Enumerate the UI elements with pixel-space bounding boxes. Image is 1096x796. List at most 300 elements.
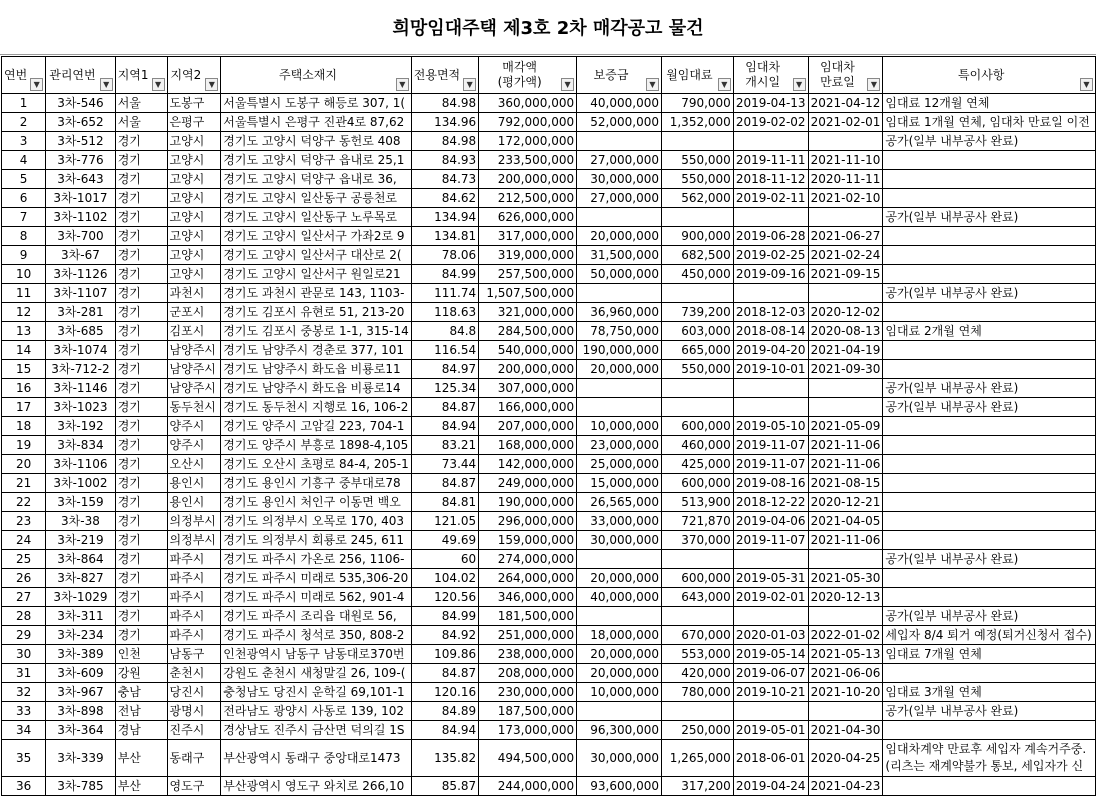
cell-no[interactable]: 12 bbox=[2, 303, 46, 322]
cell-address[interactable]: 경기도 용인시 기흥구 중부대로78 bbox=[221, 474, 412, 493]
cell-address[interactable]: 경기도 의정부시 회룡로 245, 611 bbox=[221, 531, 412, 550]
cell-region2[interactable]: 파주시 bbox=[167, 607, 221, 626]
cell-deposit[interactable]: 20,000,000 bbox=[577, 360, 662, 379]
cell-mgmt-no[interactable]: 3차-389 bbox=[46, 645, 116, 664]
cell-region2[interactable]: 남양주시 bbox=[167, 341, 221, 360]
cell-address[interactable]: 인천광역시 남동구 남동대로370번 bbox=[221, 645, 412, 664]
cell-address[interactable]: 경기도 용인시 처인구 이동면 백오 bbox=[221, 493, 412, 512]
cell-lease-end[interactable] bbox=[808, 132, 883, 151]
cell-area[interactable]: 134.81 bbox=[411, 227, 478, 246]
cell-no[interactable]: 36 bbox=[2, 777, 46, 796]
cell-lease-start[interactable]: 2019-04-20 bbox=[733, 341, 808, 360]
cell-lease-start[interactable]: 2019-11-07 bbox=[733, 455, 808, 474]
cell-remarks[interactable]: 임대료 3개월 연체 bbox=[883, 683, 1096, 702]
cell-area[interactable]: 134.96 bbox=[411, 113, 478, 132]
cell-sale-price[interactable]: 208,000,000 bbox=[479, 664, 577, 683]
cell-sale-price[interactable]: 307,000,000 bbox=[479, 379, 577, 398]
cell-remarks[interactable] bbox=[883, 417, 1096, 436]
cell-lease-start[interactable]: 2019-05-31 bbox=[733, 569, 808, 588]
cell-remarks[interactable]: 임대료 12개월 연체 bbox=[883, 94, 1096, 113]
cell-monthly-rent[interactable] bbox=[662, 132, 734, 151]
cell-no[interactable]: 28 bbox=[2, 607, 46, 626]
cell-address[interactable]: 부산광역시 동래구 중앙대로1473 bbox=[221, 740, 412, 777]
cell-lease-end[interactable]: 2021-10-20 bbox=[808, 683, 883, 702]
cell-area[interactable]: 84.87 bbox=[411, 664, 478, 683]
cell-no[interactable]: 22 bbox=[2, 493, 46, 512]
cell-area[interactable]: 84.89 bbox=[411, 702, 478, 721]
cell-no[interactable]: 19 bbox=[2, 436, 46, 455]
cell-remarks[interactable] bbox=[883, 341, 1096, 360]
cell-region1[interactable]: 부산 bbox=[115, 740, 167, 777]
cell-sale-price[interactable]: 321,000,000 bbox=[479, 303, 577, 322]
cell-remarks[interactable] bbox=[883, 455, 1096, 474]
cell-lease-end[interactable]: 2021-05-09 bbox=[808, 417, 883, 436]
cell-remarks[interactable] bbox=[883, 360, 1096, 379]
cell-mgmt-no[interactable]: 3차-1029 bbox=[46, 588, 116, 607]
cell-remarks[interactable] bbox=[883, 246, 1096, 265]
cell-no[interactable]: 35 bbox=[2, 740, 46, 777]
filter-dropdown-icon[interactable]: ▼ bbox=[718, 78, 731, 91]
cell-deposit[interactable] bbox=[577, 702, 662, 721]
cell-deposit[interactable] bbox=[577, 208, 662, 227]
cell-monthly-rent[interactable]: 600,000 bbox=[662, 474, 734, 493]
cell-remarks[interactable] bbox=[883, 303, 1096, 322]
cell-address[interactable]: 경기도 고양시 일산서구 원일로21 bbox=[221, 265, 412, 284]
cell-deposit[interactable]: 96,300,000 bbox=[577, 721, 662, 740]
cell-mgmt-no[interactable]: 3차-1106 bbox=[46, 455, 116, 474]
cell-no[interactable]: 2 bbox=[2, 113, 46, 132]
cell-lease-end[interactable]: 2020-12-02 bbox=[808, 303, 883, 322]
cell-region1[interactable]: 경기 bbox=[115, 379, 167, 398]
cell-region2[interactable]: 고양시 bbox=[167, 265, 221, 284]
cell-address[interactable]: 경기도 파주시 미래로 535,306-20 bbox=[221, 569, 412, 588]
cell-monthly-rent[interactable]: 370,000 bbox=[662, 531, 734, 550]
cell-monthly-rent[interactable]: 603,000 bbox=[662, 322, 734, 341]
cell-remarks[interactable] bbox=[883, 436, 1096, 455]
cell-area[interactable]: 109.86 bbox=[411, 645, 478, 664]
cell-area[interactable]: 73.44 bbox=[411, 455, 478, 474]
cell-mgmt-no[interactable]: 3차-1107 bbox=[46, 284, 116, 303]
cell-region1[interactable]: 전남 bbox=[115, 702, 167, 721]
cell-lease-start[interactable]: 2019-09-16 bbox=[733, 265, 808, 284]
cell-lease-start[interactable] bbox=[733, 208, 808, 227]
cell-lease-end[interactable]: 2021-11-06 bbox=[808, 436, 883, 455]
cell-lease-start[interactable]: 2019-02-01 bbox=[733, 588, 808, 607]
cell-deposit[interactable]: 30,000,000 bbox=[577, 531, 662, 550]
cell-address[interactable]: 경기도 고양시 일산동구 공릉천로 bbox=[221, 189, 412, 208]
cell-region2[interactable]: 군포시 bbox=[167, 303, 221, 322]
cell-sale-price[interactable]: 159,000,000 bbox=[479, 531, 577, 550]
cell-mgmt-no[interactable]: 3차-652 bbox=[46, 113, 116, 132]
cell-lease-start[interactable]: 2019-11-11 bbox=[733, 151, 808, 170]
cell-lease-end[interactable]: 2021-02-01 bbox=[808, 113, 883, 132]
cell-remarks[interactable]: 공가(일부 내부공사 완료) bbox=[883, 208, 1096, 227]
cell-area[interactable]: 111.74 bbox=[411, 284, 478, 303]
cell-mgmt-no[interactable]: 3차-364 bbox=[46, 721, 116, 740]
filter-dropdown-icon[interactable]: ▼ bbox=[646, 78, 659, 91]
cell-no[interactable]: 21 bbox=[2, 474, 46, 493]
cell-lease-start[interactable]: 2018-11-12 bbox=[733, 170, 808, 189]
cell-deposit[interactable]: 93,600,000 bbox=[577, 777, 662, 796]
cell-monthly-rent[interactable] bbox=[662, 284, 734, 303]
cell-no[interactable]: 32 bbox=[2, 683, 46, 702]
cell-address[interactable]: 부산광역시 영도구 와치로 266,10 bbox=[221, 777, 412, 796]
cell-remarks[interactable]: 공가(일부 내부공사 완료) bbox=[883, 702, 1096, 721]
cell-lease-start[interactable]: 2018-06-01 bbox=[733, 740, 808, 777]
cell-deposit[interactable]: 18,000,000 bbox=[577, 626, 662, 645]
cell-deposit[interactable]: 50,000,000 bbox=[577, 265, 662, 284]
cell-region1[interactable]: 경기 bbox=[115, 436, 167, 455]
cell-monthly-rent[interactable]: 600,000 bbox=[662, 569, 734, 588]
cell-region2[interactable]: 광명시 bbox=[167, 702, 221, 721]
cell-remarks[interactable] bbox=[883, 777, 1096, 796]
cell-address[interactable]: 경기도 김포시 유현로 51, 213-20 bbox=[221, 303, 412, 322]
cell-address[interactable]: 경기도 남양주시 경춘로 377, 101 bbox=[221, 341, 412, 360]
cell-region1[interactable]: 경기 bbox=[115, 474, 167, 493]
cell-region1[interactable]: 부산 bbox=[115, 777, 167, 796]
cell-monthly-rent[interactable]: 450,000 bbox=[662, 265, 734, 284]
cell-lease-start[interactable]: 2018-12-03 bbox=[733, 303, 808, 322]
cell-no[interactable]: 6 bbox=[2, 189, 46, 208]
cell-area[interactable]: 125.34 bbox=[411, 379, 478, 398]
cell-lease-end[interactable]: 2021-06-06 bbox=[808, 664, 883, 683]
cell-region2[interactable]: 파주시 bbox=[167, 550, 221, 569]
cell-remarks[interactable]: 임대료 2개월 연체 bbox=[883, 322, 1096, 341]
cell-lease-end[interactable]: 2020-11-11 bbox=[808, 170, 883, 189]
cell-lease-start[interactable]: 2019-04-24 bbox=[733, 777, 808, 796]
cell-mgmt-no[interactable]: 3차-219 bbox=[46, 531, 116, 550]
cell-lease-end[interactable]: 2021-06-27 bbox=[808, 227, 883, 246]
filter-dropdown-icon[interactable]: ▼ bbox=[867, 78, 880, 91]
cell-no[interactable]: 14 bbox=[2, 341, 46, 360]
cell-region1[interactable]: 경기 bbox=[115, 360, 167, 379]
cell-remarks[interactable] bbox=[883, 588, 1096, 607]
cell-address[interactable]: 경기도 고양시 일산서구 가좌2로 9 bbox=[221, 227, 412, 246]
cell-lease-end[interactable]: 2021-11-10 bbox=[808, 151, 883, 170]
cell-region2[interactable]: 김포시 bbox=[167, 322, 221, 341]
cell-region2[interactable]: 남양주시 bbox=[167, 379, 221, 398]
cell-region1[interactable]: 경기 bbox=[115, 132, 167, 151]
cell-no[interactable]: 18 bbox=[2, 417, 46, 436]
cell-lease-start[interactable]: 2019-10-01 bbox=[733, 360, 808, 379]
cell-region2[interactable]: 용인시 bbox=[167, 474, 221, 493]
cell-address[interactable]: 경기도 고양시 덕양구 동헌로 408 bbox=[221, 132, 412, 151]
cell-region2[interactable]: 고양시 bbox=[167, 132, 221, 151]
cell-mgmt-no[interactable]: 3차-864 bbox=[46, 550, 116, 569]
cell-region1[interactable]: 경기 bbox=[115, 284, 167, 303]
cell-deposit[interactable]: 78,750,000 bbox=[577, 322, 662, 341]
cell-sale-price[interactable]: 264,000,000 bbox=[479, 569, 577, 588]
cell-monthly-rent[interactable]: 562,000 bbox=[662, 189, 734, 208]
cell-region2[interactable]: 동두천시 bbox=[167, 398, 221, 417]
cell-sale-price[interactable]: 181,500,000 bbox=[479, 607, 577, 626]
cell-region2[interactable]: 의정부시 bbox=[167, 531, 221, 550]
cell-lease-start[interactable]: 2019-06-07 bbox=[733, 664, 808, 683]
cell-remarks[interactable] bbox=[883, 265, 1096, 284]
cell-monthly-rent[interactable]: 1,265,000 bbox=[662, 740, 734, 777]
cell-deposit[interactable]: 40,000,000 bbox=[577, 94, 662, 113]
cell-sale-price[interactable]: 274,000,000 bbox=[479, 550, 577, 569]
cell-sale-price[interactable]: 346,000,000 bbox=[479, 588, 577, 607]
cell-region1[interactable]: 경기 bbox=[115, 569, 167, 588]
cell-address[interactable]: 서울특별시 도봉구 해등로 307, 1( bbox=[221, 94, 412, 113]
cell-sale-price[interactable]: 190,000,000 bbox=[479, 493, 577, 512]
cell-region2[interactable]: 파주시 bbox=[167, 626, 221, 645]
cell-region1[interactable]: 경기 bbox=[115, 626, 167, 645]
cell-address[interactable]: 강원도 춘천시 새청말길 26, 109-( bbox=[221, 664, 412, 683]
cell-area[interactable]: 121.05 bbox=[411, 512, 478, 531]
cell-sale-price[interactable]: 142,000,000 bbox=[479, 455, 577, 474]
cell-area[interactable]: 134.94 bbox=[411, 208, 478, 227]
cell-region2[interactable]: 춘천시 bbox=[167, 664, 221, 683]
cell-monthly-rent[interactable]: 553,000 bbox=[662, 645, 734, 664]
cell-remarks[interactable] bbox=[883, 474, 1096, 493]
cell-address[interactable]: 서울특별시 은평구 진관4로 87,62 bbox=[221, 113, 412, 132]
cell-mgmt-no[interactable]: 3차-834 bbox=[46, 436, 116, 455]
cell-sale-price[interactable]: 319,000,000 bbox=[479, 246, 577, 265]
cell-sale-price[interactable]: 626,000,000 bbox=[479, 208, 577, 227]
cell-lease-start[interactable] bbox=[733, 398, 808, 417]
cell-no[interactable]: 4 bbox=[2, 151, 46, 170]
cell-no[interactable]: 15 bbox=[2, 360, 46, 379]
cell-address[interactable]: 경기도 의정부시 오목로 170, 403 bbox=[221, 512, 412, 531]
cell-deposit[interactable] bbox=[577, 379, 662, 398]
cell-monthly-rent[interactable]: 780,000 bbox=[662, 683, 734, 702]
cell-sale-price[interactable]: 494,500,000 bbox=[479, 740, 577, 777]
cell-mgmt-no[interactable]: 3차-311 bbox=[46, 607, 116, 626]
cell-region1[interactable]: 경기 bbox=[115, 493, 167, 512]
cell-area[interactable]: 83.21 bbox=[411, 436, 478, 455]
cell-lease-end[interactable] bbox=[808, 550, 883, 569]
cell-region1[interactable]: 경기 bbox=[115, 208, 167, 227]
cell-mgmt-no[interactable]: 3차-38 bbox=[46, 512, 116, 531]
filter-dropdown-icon[interactable]: ▼ bbox=[100, 78, 113, 91]
cell-no[interactable]: 8 bbox=[2, 227, 46, 246]
cell-address[interactable]: 경기도 고양시 덕양구 읍내로 36, bbox=[221, 170, 412, 189]
cell-area[interactable]: 84.99 bbox=[411, 265, 478, 284]
cell-mgmt-no[interactable]: 3차-192 bbox=[46, 417, 116, 436]
cell-mgmt-no[interactable]: 3차-785 bbox=[46, 777, 116, 796]
cell-deposit[interactable] bbox=[577, 550, 662, 569]
cell-region1[interactable]: 서울 bbox=[115, 113, 167, 132]
cell-address[interactable]: 경기도 남양주시 화도읍 비룡로14 bbox=[221, 379, 412, 398]
cell-deposit[interactable]: 10,000,000 bbox=[577, 683, 662, 702]
cell-deposit[interactable]: 15,000,000 bbox=[577, 474, 662, 493]
cell-lease-start[interactable] bbox=[733, 284, 808, 303]
cell-monthly-rent[interactable] bbox=[662, 398, 734, 417]
cell-region2[interactable]: 진주시 bbox=[167, 721, 221, 740]
cell-sale-price[interactable]: 173,000,000 bbox=[479, 721, 577, 740]
cell-remarks[interactable] bbox=[883, 721, 1096, 740]
cell-address[interactable]: 경상남도 진주시 금산면 덕의길 1S bbox=[221, 721, 412, 740]
cell-mgmt-no[interactable]: 3차-1102 bbox=[46, 208, 116, 227]
cell-sale-price[interactable]: 244,000,000 bbox=[479, 777, 577, 796]
cell-lease-end[interactable]: 2021-02-24 bbox=[808, 246, 883, 265]
cell-no[interactable]: 13 bbox=[2, 322, 46, 341]
cell-remarks[interactable] bbox=[883, 151, 1096, 170]
cell-lease-end[interactable]: 2021-04-12 bbox=[808, 94, 883, 113]
cell-lease-start[interactable]: 2019-08-16 bbox=[733, 474, 808, 493]
cell-monthly-rent[interactable]: 790,000 bbox=[662, 94, 734, 113]
cell-mgmt-no[interactable]: 3차-281 bbox=[46, 303, 116, 322]
cell-area[interactable]: 84.8 bbox=[411, 322, 478, 341]
cell-lease-end[interactable]: 2022-01-02 bbox=[808, 626, 883, 645]
cell-area[interactable]: 84.87 bbox=[411, 474, 478, 493]
filter-dropdown-icon[interactable]: ▼ bbox=[793, 78, 806, 91]
cell-remarks[interactable]: 공가(일부 내부공사 완료) bbox=[883, 607, 1096, 626]
cell-no[interactable]: 1 bbox=[2, 94, 46, 113]
cell-deposit[interactable]: 20,000,000 bbox=[577, 664, 662, 683]
cell-remarks[interactable] bbox=[883, 493, 1096, 512]
cell-deposit[interactable]: 23,000,000 bbox=[577, 436, 662, 455]
cell-lease-end[interactable]: 2021-11-06 bbox=[808, 531, 883, 550]
cell-deposit[interactable] bbox=[577, 132, 662, 151]
cell-area[interactable]: 84.73 bbox=[411, 170, 478, 189]
cell-lease-start[interactable]: 2018-12-22 bbox=[733, 493, 808, 512]
cell-lease-end[interactable]: 2021-04-19 bbox=[808, 341, 883, 360]
cell-mgmt-no[interactable]: 3차-1146 bbox=[46, 379, 116, 398]
cell-lease-start[interactable] bbox=[733, 702, 808, 721]
cell-lease-end[interactable] bbox=[808, 398, 883, 417]
cell-lease-end[interactable] bbox=[808, 607, 883, 626]
filter-dropdown-icon[interactable]: ▼ bbox=[1080, 78, 1093, 91]
cell-sale-price[interactable]: 1,507,500,000 bbox=[479, 284, 577, 303]
cell-mgmt-no[interactable]: 3차-512 bbox=[46, 132, 116, 151]
cell-region2[interactable]: 고양시 bbox=[167, 246, 221, 265]
cell-region2[interactable]: 오산시 bbox=[167, 455, 221, 474]
cell-mgmt-no[interactable]: 3차-67 bbox=[46, 246, 116, 265]
cell-deposit[interactable]: 27,000,000 bbox=[577, 151, 662, 170]
cell-lease-start[interactable]: 2019-05-01 bbox=[733, 721, 808, 740]
cell-no[interactable]: 10 bbox=[2, 265, 46, 284]
cell-region1[interactable]: 인천 bbox=[115, 645, 167, 664]
cell-lease-end[interactable] bbox=[808, 702, 883, 721]
cell-lease-end[interactable] bbox=[808, 208, 883, 227]
cell-area[interactable]: 84.62 bbox=[411, 189, 478, 208]
cell-region2[interactable]: 고양시 bbox=[167, 189, 221, 208]
cell-region2[interactable]: 파주시 bbox=[167, 569, 221, 588]
cell-deposit[interactable]: 33,000,000 bbox=[577, 512, 662, 531]
cell-sale-price[interactable]: 540,000,000 bbox=[479, 341, 577, 360]
cell-lease-start[interactable] bbox=[733, 132, 808, 151]
cell-remarks[interactable]: 공가(일부 내부공사 완료) bbox=[883, 398, 1096, 417]
cell-region1[interactable]: 경기 bbox=[115, 550, 167, 569]
cell-lease-start[interactable]: 2019-02-11 bbox=[733, 189, 808, 208]
cell-address[interactable]: 경기도 파주시 미래로 562, 901-4 bbox=[221, 588, 412, 607]
cell-monthly-rent[interactable]: 739,200 bbox=[662, 303, 734, 322]
cell-lease-start[interactable]: 2019-05-14 bbox=[733, 645, 808, 664]
cell-remarks[interactable]: 임대료 7개월 연체 bbox=[883, 645, 1096, 664]
cell-mgmt-no[interactable]: 3차-1023 bbox=[46, 398, 116, 417]
cell-deposit[interactable]: 27,000,000 bbox=[577, 189, 662, 208]
cell-address[interactable]: 경기도 과천시 관문로 143, 1103- bbox=[221, 284, 412, 303]
cell-area[interactable]: 84.92 bbox=[411, 626, 478, 645]
cell-deposit[interactable] bbox=[577, 398, 662, 417]
cell-deposit[interactable]: 26,565,000 bbox=[577, 493, 662, 512]
cell-no[interactable]: 24 bbox=[2, 531, 46, 550]
cell-deposit[interactable]: 190,000,000 bbox=[577, 341, 662, 360]
cell-mgmt-no[interactable]: 3차-1002 bbox=[46, 474, 116, 493]
cell-sale-price[interactable]: 284,500,000 bbox=[479, 322, 577, 341]
cell-mgmt-no[interactable]: 3차-546 bbox=[46, 94, 116, 113]
cell-area[interactable]: 85.87 bbox=[411, 777, 478, 796]
cell-area[interactable]: 120.56 bbox=[411, 588, 478, 607]
cell-area[interactable]: 60 bbox=[411, 550, 478, 569]
cell-deposit[interactable]: 20,000,000 bbox=[577, 569, 662, 588]
cell-monthly-rent[interactable]: 721,870 bbox=[662, 512, 734, 531]
cell-mgmt-no[interactable]: 3차-1017 bbox=[46, 189, 116, 208]
cell-mgmt-no[interactable]: 3차-967 bbox=[46, 683, 116, 702]
cell-lease-end[interactable]: 2021-04-23 bbox=[808, 777, 883, 796]
cell-address[interactable]: 경기도 고양시 덕양구 읍내로 25,1 bbox=[221, 151, 412, 170]
cell-region1[interactable]: 경기 bbox=[115, 341, 167, 360]
cell-region2[interactable]: 고양시 bbox=[167, 151, 221, 170]
cell-region1[interactable]: 경기 bbox=[115, 303, 167, 322]
cell-area[interactable]: 84.87 bbox=[411, 398, 478, 417]
cell-remarks[interactable]: 공가(일부 내부공사 완료) bbox=[883, 284, 1096, 303]
cell-lease-end[interactable]: 2021-04-30 bbox=[808, 721, 883, 740]
cell-region1[interactable]: 경기 bbox=[115, 189, 167, 208]
cell-sale-price[interactable]: 212,500,000 bbox=[479, 189, 577, 208]
cell-area[interactable]: 135.82 bbox=[411, 740, 478, 777]
cell-remarks[interactable] bbox=[883, 189, 1096, 208]
cell-region1[interactable]: 충남 bbox=[115, 683, 167, 702]
cell-lease-start[interactable]: 2019-10-21 bbox=[733, 683, 808, 702]
cell-remarks[interactable]: 임대료 1개월 연체, 임대차 만료일 이전 bbox=[883, 113, 1096, 132]
cell-deposit[interactable]: 20,000,000 bbox=[577, 227, 662, 246]
cell-lease-start[interactable]: 2019-02-25 bbox=[733, 246, 808, 265]
cell-address[interactable]: 경기도 오산시 초평로 84-4, 205-1 bbox=[221, 455, 412, 474]
filter-dropdown-icon[interactable]: ▼ bbox=[396, 78, 409, 91]
cell-lease-end[interactable]: 2020-12-13 bbox=[808, 588, 883, 607]
cell-monthly-rent[interactable]: 550,000 bbox=[662, 360, 734, 379]
filter-dropdown-icon[interactable]: ▼ bbox=[30, 78, 43, 91]
cell-monthly-rent[interactable]: 643,000 bbox=[662, 588, 734, 607]
cell-remarks[interactable] bbox=[883, 531, 1096, 550]
cell-region1[interactable]: 경기 bbox=[115, 322, 167, 341]
cell-no[interactable]: 20 bbox=[2, 455, 46, 474]
cell-mgmt-no[interactable]: 3차-898 bbox=[46, 702, 116, 721]
cell-region2[interactable]: 남동구 bbox=[167, 645, 221, 664]
cell-no[interactable]: 25 bbox=[2, 550, 46, 569]
cell-mgmt-no[interactable]: 3차-609 bbox=[46, 664, 116, 683]
cell-address[interactable]: 경기도 파주시 가온로 256, 1106- bbox=[221, 550, 412, 569]
cell-region2[interactable]: 의정부시 bbox=[167, 512, 221, 531]
cell-sale-price[interactable]: 168,000,000 bbox=[479, 436, 577, 455]
cell-area[interactable]: 84.99 bbox=[411, 607, 478, 626]
cell-address[interactable]: 경기도 양주시 부흥로 1898-4,105 bbox=[221, 436, 412, 455]
cell-lease-start[interactable]: 2019-02-02 bbox=[733, 113, 808, 132]
cell-region2[interactable]: 양주시 bbox=[167, 436, 221, 455]
cell-lease-start[interactable] bbox=[733, 550, 808, 569]
filter-dropdown-icon[interactable]: ▼ bbox=[205, 78, 218, 91]
cell-lease-end[interactable]: 2021-04-05 bbox=[808, 512, 883, 531]
cell-lease-start[interactable]: 2019-04-13 bbox=[733, 94, 808, 113]
cell-lease-end[interactable]: 2021-02-10 bbox=[808, 189, 883, 208]
cell-monthly-rent[interactable]: 317,200 bbox=[662, 777, 734, 796]
cell-no[interactable]: 30 bbox=[2, 645, 46, 664]
cell-mgmt-no[interactable]: 3차-827 bbox=[46, 569, 116, 588]
cell-mgmt-no[interactable]: 3차-643 bbox=[46, 170, 116, 189]
cell-region1[interactable]: 경기 bbox=[115, 417, 167, 436]
cell-monthly-rent[interactable]: 550,000 bbox=[662, 151, 734, 170]
filter-dropdown-icon[interactable]: ▼ bbox=[152, 78, 165, 91]
cell-sale-price[interactable]: 360,000,000 bbox=[479, 94, 577, 113]
cell-no[interactable]: 26 bbox=[2, 569, 46, 588]
cell-address[interactable]: 경기도 남양주시 화도읍 비룡로11 bbox=[221, 360, 412, 379]
cell-region2[interactable]: 남양주시 bbox=[167, 360, 221, 379]
cell-region1[interactable]: 서울 bbox=[115, 94, 167, 113]
